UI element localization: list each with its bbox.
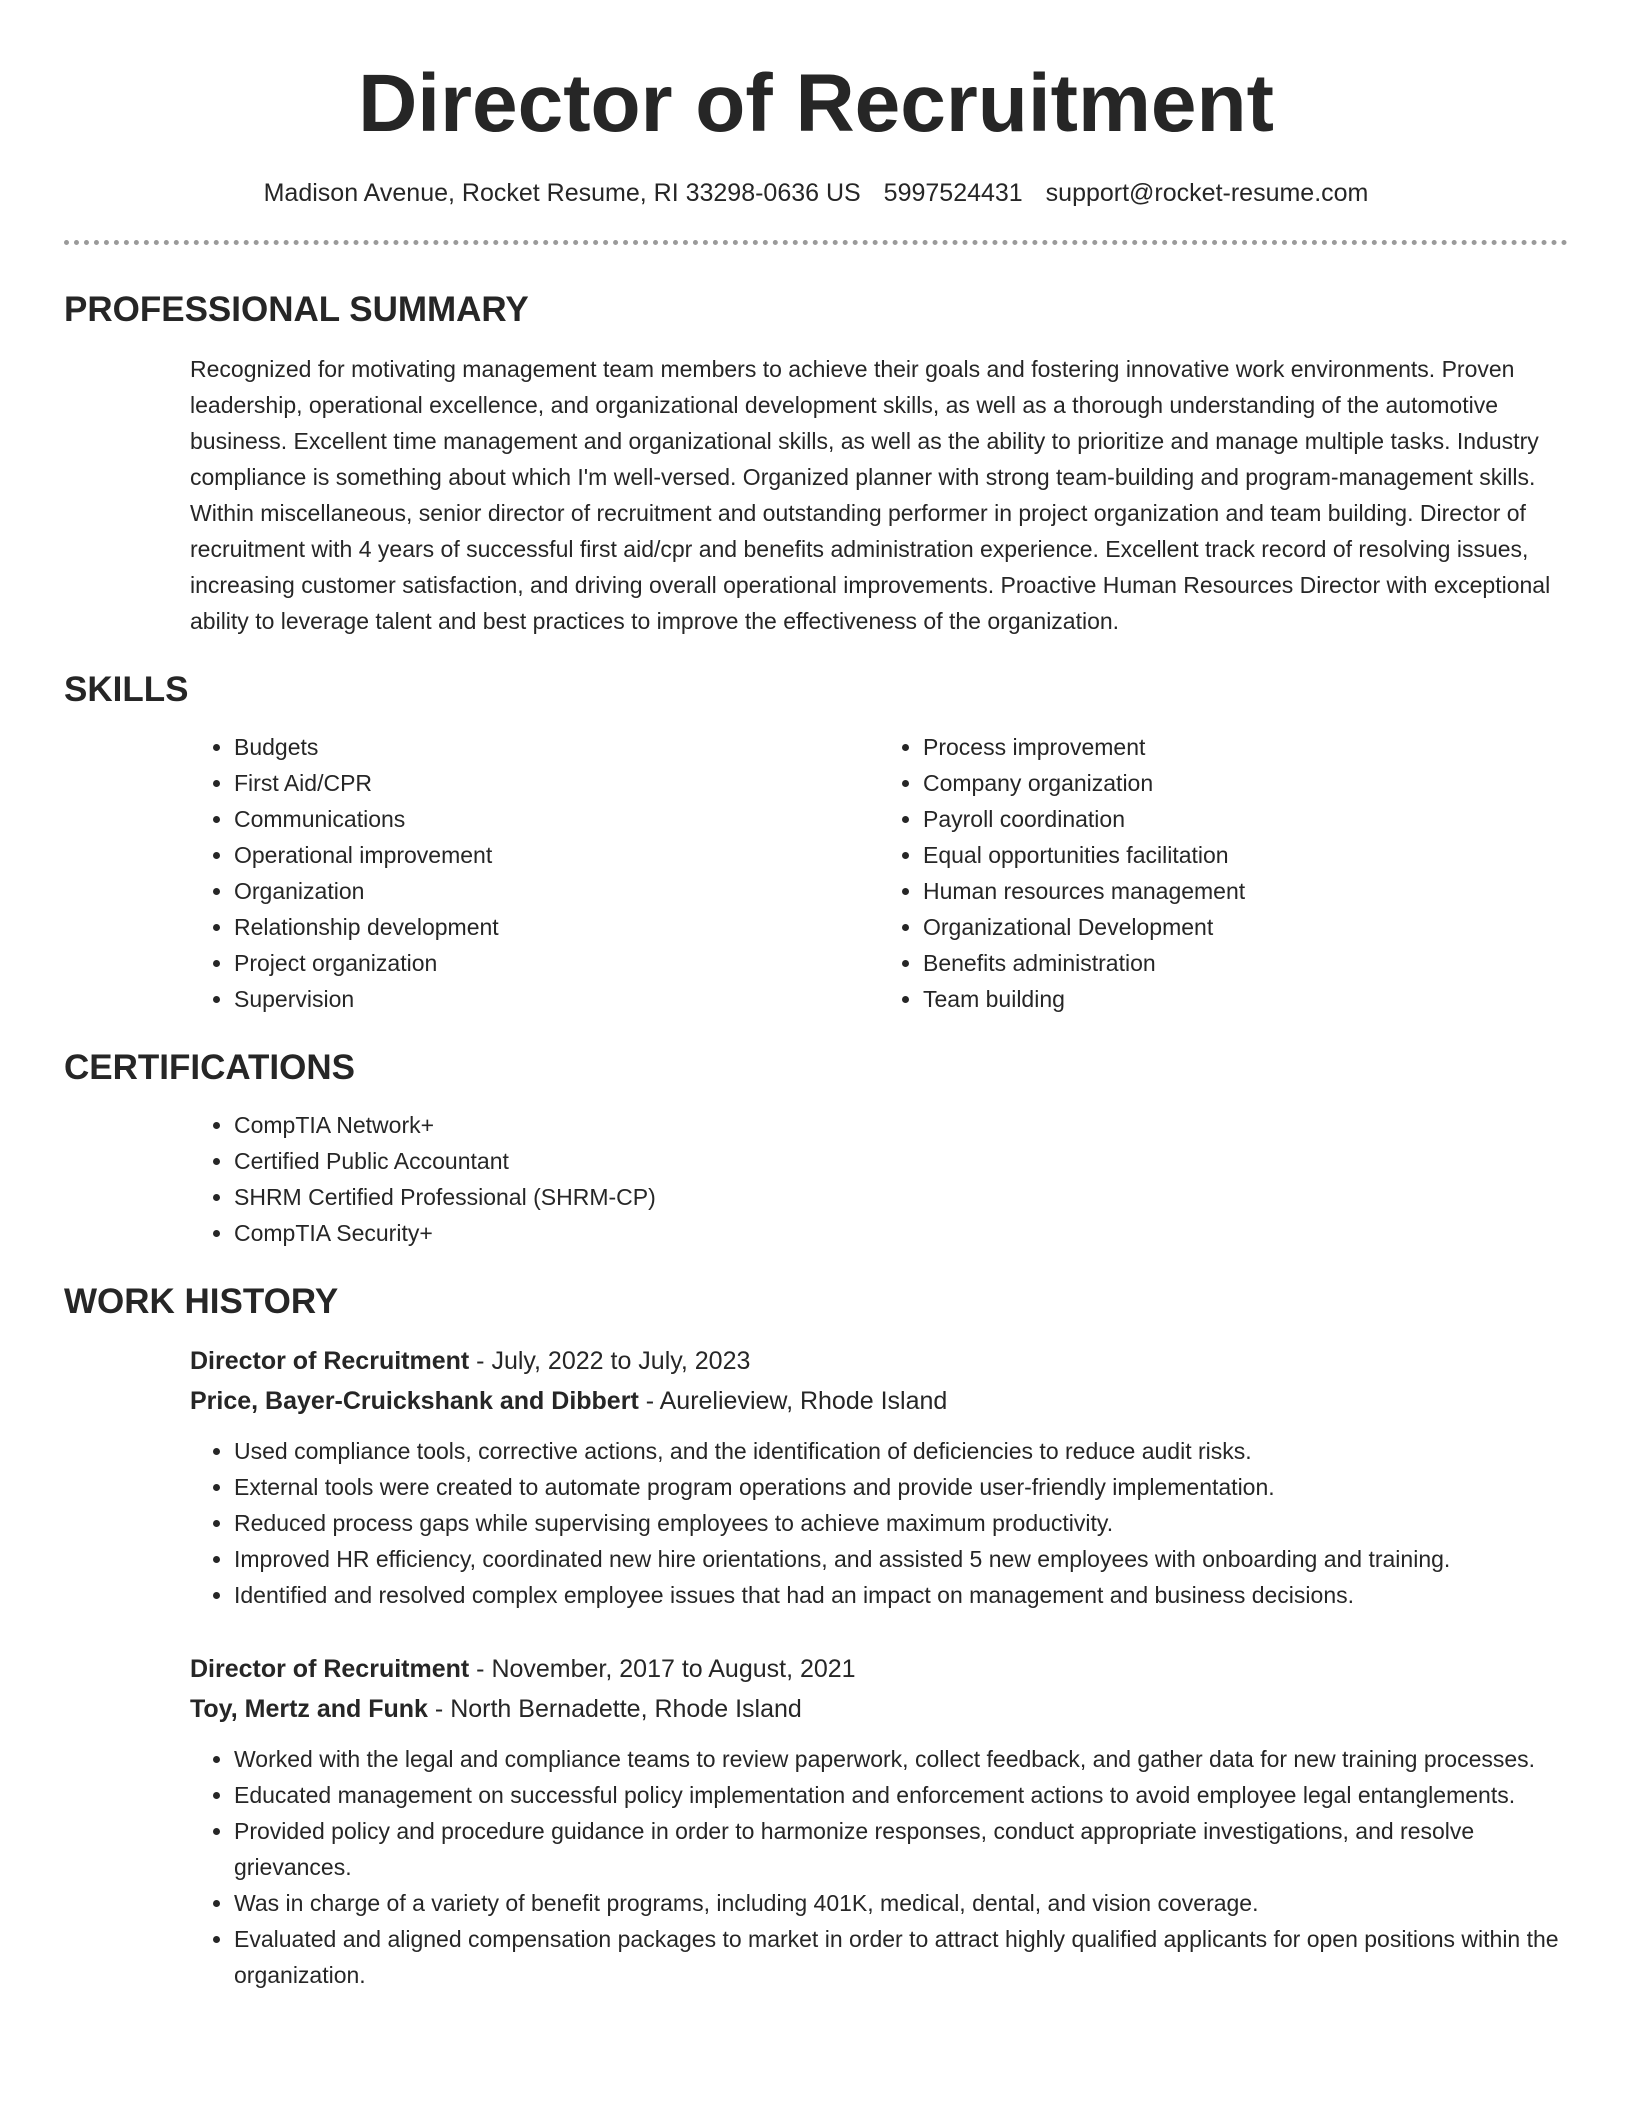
job-company-line: [190, 1381, 1568, 1421]
job-location: North Bernadette, Rhode Island: [450, 1695, 802, 1723]
skills-list-left: [190, 729, 879, 1017]
certification-item: • SHRM Certified Professional (SHRM-CP): [234, 1179, 1568, 1215]
certifications-list: [190, 1107, 1568, 1251]
job-title-line: [190, 1649, 1568, 1689]
job-bullets: [190, 1433, 1568, 1613]
job-role: Director of Recruitment: [190, 1655, 470, 1683]
skill-item: • Supervision: [234, 981, 879, 1017]
job-bullet: • Worked with the legal and compliance teams to review paperwork, collect feedback, and gather data for new training processes.: [234, 1741, 1568, 1777]
certifications-block: [190, 1107, 1568, 1251]
skill-item: • Team building: [923, 981, 1568, 1017]
section-title-work-history: WORK HISTORY: [64, 1282, 339, 1321]
job-bullet: • External tools were created to automate program operations and provide user-friendly implementation.: [234, 1469, 1568, 1505]
address: Madison Avenue, Rocket Resume, RI 33298-0636 US: [263, 179, 861, 207]
job-bullet: • Reduced process gaps while supervising employees to achieve maximum productivity.: [234, 1505, 1568, 1541]
dotted-divider: [64, 240, 1568, 245]
skill-item: • Organizational Development: [923, 909, 1568, 945]
contact-line: [64, 176, 1568, 210]
job-bullet: • Improved HR efficiency, coordinated new hire orientations, and assisted 5 new employees with onboarding and training.: [234, 1541, 1568, 1577]
skills-columns: [190, 729, 1568, 1017]
job-bullet: • Provided policy and procedure guidance in order to harmonize responses, conduct appropriate investigations, and resolve grievances.: [234, 1813, 1568, 1885]
job-bullet: • Identified and resolved complex employee issues that had an impact on management and business decisions.: [234, 1577, 1568, 1613]
job-company-line: [190, 1689, 1568, 1729]
job-role: Director of Recruitment: [190, 1347, 470, 1375]
section-title-summary: PROFESSIONAL SUMMARY: [64, 290, 529, 329]
separator: -: [427, 1695, 451, 1723]
page-title: Director of Recruitment: [358, 58, 1274, 149]
skill-item: • Budgets: [234, 729, 879, 765]
job-title-line: [190, 1341, 1568, 1381]
skill-item: • Relationship development: [234, 909, 879, 945]
certification-item: • CompTIA Security+: [234, 1215, 1568, 1251]
job-dates: July, 2022 to July, 2023: [491, 1347, 751, 1375]
job-bullet: • Was in charge of a variety of benefit programs, including 401K, medical, dental, and vision coverage.: [234, 1885, 1568, 1921]
skill-item: • Communications: [234, 801, 879, 837]
skill-item: • Project organization: [234, 945, 879, 981]
separator: -: [469, 1347, 492, 1375]
phone: 5997524431: [883, 179, 1023, 207]
skill-item: • Human resources management: [923, 873, 1568, 909]
skill-item: • Benefits administration: [923, 945, 1568, 981]
separator: -: [469, 1655, 492, 1683]
skill-item: • Company organization: [923, 765, 1568, 801]
skill-item: • Operational improvement: [234, 837, 879, 873]
skill-item: • Equal opportunities facilitation: [923, 837, 1568, 873]
section-title-certifications: CERTIFICATIONS: [64, 1048, 356, 1087]
certification-item: • CompTIA Network+: [234, 1107, 1568, 1143]
job-bullet: • Educated management on successful policy implementation and enforcement actions to avoid employee legal entanglements.: [234, 1777, 1568, 1813]
job-bullet: • Evaluated and aligned compensation packages to market in order to attract highly qualified applicants for open positions within the organization.: [234, 1921, 1568, 1993]
skills-list-right: [879, 729, 1568, 1017]
skill-item: • First Aid/CPR: [234, 765, 879, 801]
skill-item: • Payroll coordination: [923, 801, 1568, 837]
job-dates: November, 2017 to August, 2021: [491, 1655, 856, 1683]
separator: -: [638, 1387, 660, 1415]
certification-item: • Certified Public Accountant: [234, 1143, 1568, 1179]
summary-text: Recognized for motivating management team members to achieve their goals and fostering innovative work environments. Proven leadership, operational excellence, and organizational development skills, as well as a thorough understanding of the automotive business. Excellent time management and organizational skills, as well as the ability to prioritize and manage multiple tasks. Industry compliance is something about which I'm well-versed. Organized planner with strong team-building and program-management skills. Within miscellaneous, senior director of recruitment and outstanding performer in project organization and team building. Director of recruitment with 4 years of successful first aid/cpr and benefits administration experience. Excellent track record of resolving issues, increasing customer satisfaction, and driving overall operational improvements. Proactive Human Resources Director with exceptional ability to leverage talent and best practices to improve the effectiveness of the organization.: [190, 356, 1551, 634]
skill-item: • Organization: [234, 873, 879, 909]
job-bullet: • Used compliance tools, corrective actions, and the identification of deficiencies to reduce audit risks.: [234, 1433, 1568, 1469]
job-bullets: [190, 1741, 1568, 1993]
email: support@rocket-resume.com: [1045, 179, 1369, 207]
skill-item: • Process improvement: [923, 729, 1568, 765]
job-location: Aurelieview, Rhode Island: [659, 1387, 948, 1415]
resume-page: [64, 0, 1568, 1993]
job-entry: [190, 1341, 1568, 1613]
job-entry: [190, 1649, 1568, 1993]
job-company: Price, Bayer-Cruickshank and Dibbert: [190, 1387, 639, 1415]
job-company: Toy, Mertz and Funk: [190, 1695, 428, 1723]
section-title-skills: SKILLS: [64, 670, 189, 709]
